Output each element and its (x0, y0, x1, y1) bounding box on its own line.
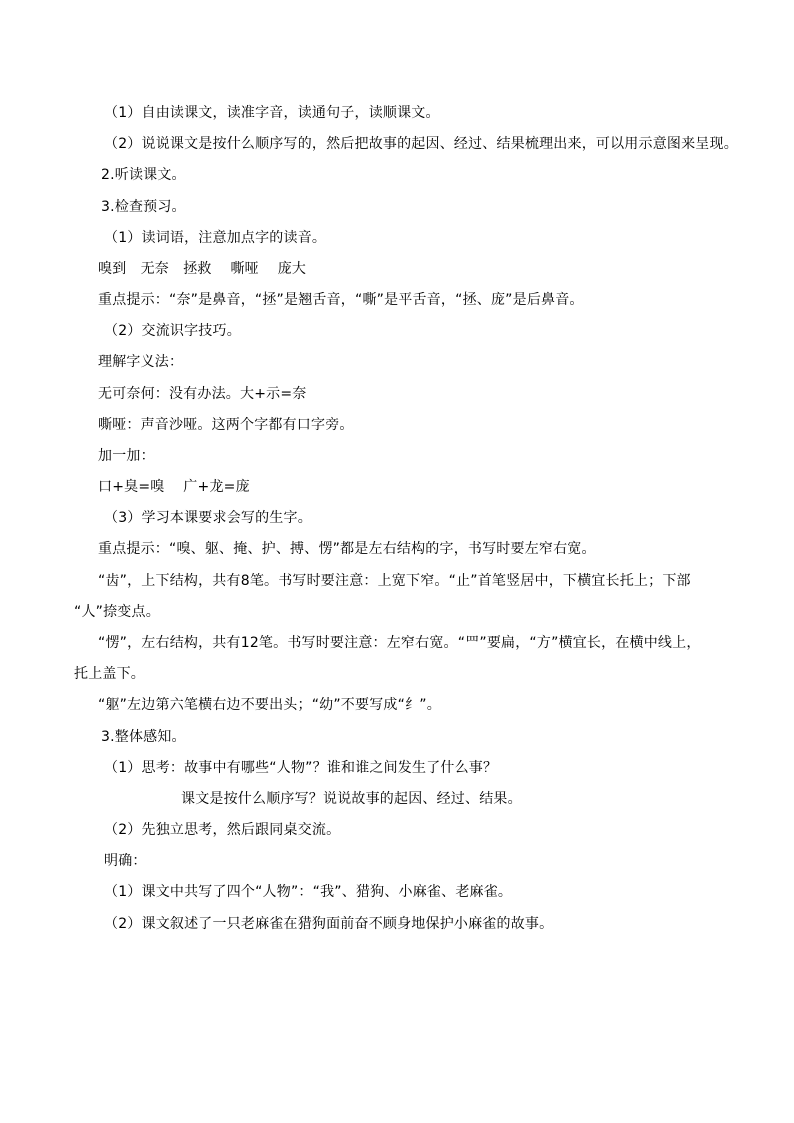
text-line: （2）课文叙述了一只老麻雀在猎狗面前奋不顾身地保护小麻雀的故事。 (104, 916, 554, 932)
text-line: 3.整体感知。 (101, 729, 186, 745)
text-line: 明确： (104, 853, 147, 869)
text-line: 嗅到 无奈 拯救 嘶哑 庞大 (98, 261, 307, 277)
text-line: （2）交流识字技巧。 (104, 323, 241, 339)
text-line: “人”捺变点。 (74, 604, 160, 620)
text-line: 重点提示：“嗅、躯、掩、护、搏、愣”都是左右结构的字，书写时要左窄右宽。 (98, 541, 596, 557)
text-line: “躯”左边第六笔横右边不要出头；“幼”不要写成“纟”。 (98, 697, 441, 713)
text-line: （1）课文中共写了四个“人物”：“我”、猎狗、小麻雀、老麻雀。 (104, 884, 513, 900)
text-line: 口+臭=嗅 广+龙=庞 (98, 479, 250, 495)
text-line: （2）先独立思考，然后跟同桌交流。 (104, 822, 341, 838)
text-line: （1）思考：故事中有哪些“人物”？谁和谁之间发生了什么事？ (104, 760, 498, 776)
text-line: 课文是按什么顺序写？说说故事的起因、经过、结果。 (181, 791, 522, 807)
text-line: “齿”，上下结构，共有8笔。书写时要注意：上宽下窄。“止”首笔竖居中，下横宜长托上；下部 (98, 573, 691, 589)
text-line: 3.检查预习。 (101, 199, 186, 215)
text-line: 无可奈何：没有办法。大+示=奈 (98, 386, 307, 402)
text-line: （2）说说课文是按什么顺序写的，然后把故事的起因、经过、结果梳理出来，可以用示意图来呈现。 (104, 136, 738, 152)
text-line: （1）读词语，注意加点字的读音。 (104, 230, 327, 246)
text-line: （3）学习本课要求会写的生字。 (104, 510, 312, 526)
text-line: 重点提示：“奈”是鼻音，“拯”是翘舌音，“嘶”是平舌音，“拯、庞”是后鼻音。 (98, 292, 584, 308)
text-line: （1）自由读课文，读准字音，读通句子，读顺课文。 (104, 105, 440, 121)
text-line: 嘶哑：声音沙哑。这两个字都有口字旁。 (98, 417, 354, 433)
text-line: 理解字义法： (98, 354, 184, 370)
text-line: 托上盖下。 (74, 666, 145, 682)
text-line: “愣”，左右结构，共有12笔。书写时要注意：左窄右宽。“罒”要扁，“方”横宜长，在横中线上， (98, 635, 701, 651)
text-line: 2.听读课文。 (101, 167, 186, 183)
text-line: 加一加： (98, 448, 155, 464)
